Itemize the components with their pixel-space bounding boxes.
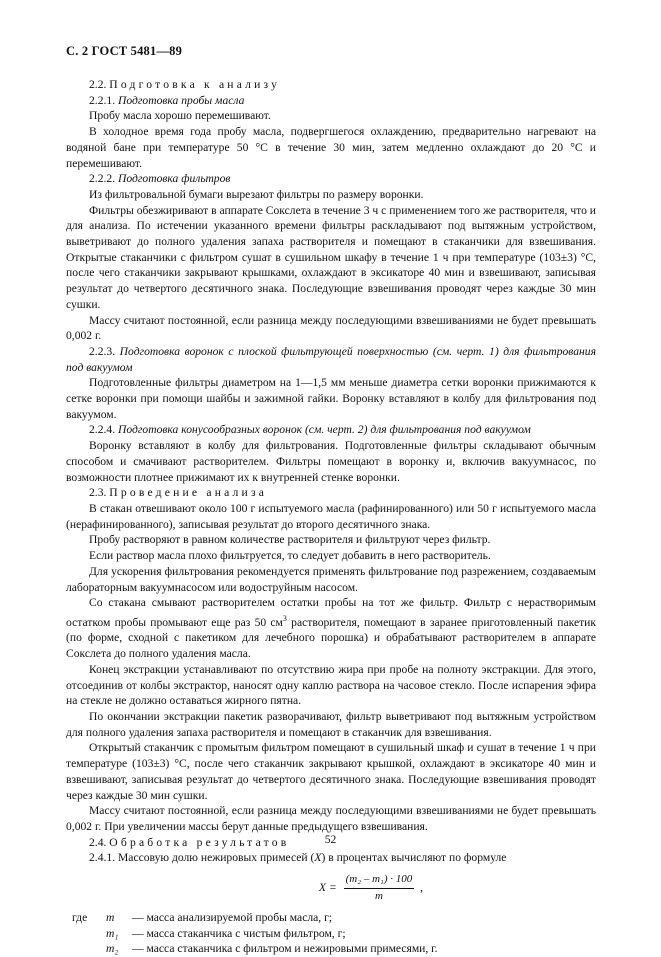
subsection-heading-2-2-2	[66, 171, 596, 187]
subsection-heading-2-2-1	[66, 93, 596, 109]
paragraph: В холодное время года пробу масла, подвергшегося охлаждению, предварительно нагревают на водяной бане при температуре 50 °С в течение 30 мин, затем медленно охлаждают до 20 °С и перемешивают.	[66, 125, 596, 170]
formula	[146, 872, 596, 906]
paragraph: Конец экстракции устанавливают по отсутствию жира при пробе на полноту экстракции. Для этого, отсоединив от колбы экстрактор, наносят одну каплю раствора на часовое стекло. После испарения эфира на стекле не должно оставаться жирного пятна.	[66, 662, 596, 708]
definition-text: — масса стаканчика с чистым фильтром, г;	[132, 926, 346, 940]
section-number: 2.2.	[89, 78, 107, 91]
section-number: 2.4.	[89, 835, 107, 849]
section-title: Проведение анализа	[109, 486, 268, 500]
subsection-heading-2-2-4	[66, 422, 596, 438]
paragraph: Пробу масла хорошо перемешивают.	[89, 109, 271, 123]
formula-fraction	[344, 872, 415, 904]
paragraph: Фильтры обезжиривают в аппарате Сокслета в течение 3 ч с применением того же растворителя, что и для анализа. По истечении указанного времени фильтры раскладывают под вытяжным устройством, выветривают до полного удаления запаха растворителя и помещают в стаканчики для взвешивания. Открытые стаканчики с фильтром сушат в сушильном шкафу в течение 1 ч при температуре (103±3) °С, после чего стаканчики закрывают крышками, охлаждают в эксикаторе 40 мин и взвешивают, записывая результат до четвертого десятичного знака. Последующие взвешивания проводят через каждые 30 мин сушки.	[66, 203, 596, 311]
definition-row	[66, 941, 596, 957]
paragraph: Массу считают постоянной, если разница между последующими взвешиваниями не будет превышать 0,002 г.	[66, 313, 596, 343]
superscript: 3	[282, 613, 287, 623]
formula-comma: ,	[420, 881, 424, 895]
subsection-2-4-1	[66, 850, 596, 866]
section-number: 2.2.3.	[89, 344, 116, 358]
page-header: С. 2 ГОСТ 5481—89	[66, 44, 183, 58]
formula-denominator: m	[374, 889, 383, 902]
section-number: 2.2.2.	[89, 172, 116, 186]
definition-text: — масса анализируемой пробы масла, г;	[132, 911, 333, 925]
subsection-heading-2-2-3	[66, 344, 596, 375]
section-title: Обработка результатов	[109, 835, 290, 849]
section-number: 2.2.4.	[89, 423, 116, 437]
paragraph: Воронку вставляют в колбу для фильтрования. Подготовленные фильтры складывают обычным способом и смачивают растворителем. Фильтры помещают в воронку и, включив вакуумнасос, по возможности плотнее прижимают их к внутренней стенке воронки.	[66, 439, 596, 484]
paragraph: Пробу растворяют в равном количестве растворителя и фильтруют через фильтр.	[89, 533, 491, 547]
section-title: Подготовка фильтров	[118, 172, 231, 186]
paragraph: По окончании экстракции пакетик разворачивают, фильтр выветривают под вытяжным устройством для полного удаления запаха растворителя и помещают в стаканчик для взвешивания.	[66, 709, 596, 739]
paragraph: В стакан отвешивают около 100 г испытуемого масла (рафинированного) или 50 г испытуемого масла (нерафинированного), записывая результат до второго десятичного знака.	[66, 501, 596, 531]
definition-symbol: m₁	[106, 926, 119, 940]
section-title: Подготовка конусообразных воронок (см. черт. 2) для фильтрования под вакуумом	[118, 423, 531, 437]
paragraph: Подготовленные фильтры диаметром на 1—1,5 мм меньше диаметра сетки воронки прижимаются к сетке воронки при помощи шайбы и зажимной гайки. Воронку вставляют в колбу для фильтрования под вакуумом.	[66, 376, 596, 421]
section-title: Подготовка пробы масла	[118, 93, 245, 107]
definition-symbol: m	[106, 911, 115, 925]
section-heading-2-3	[66, 485, 596, 501]
section-number: 2.3.	[89, 486, 107, 500]
paragraph	[66, 595, 596, 662]
variable-definitions	[66, 910, 596, 957]
section-number: 2.2.1.	[89, 93, 116, 107]
formula-lhs: X =	[318, 881, 337, 895]
definition-text: — масса стаканчика с фильтром и нежировыми примесями, г.	[132, 942, 438, 956]
definition-symbol: m₂	[106, 942, 119, 956]
paragraph-text: растворителя, помещают в заранее приготовленный пакетик (по форме, сходной с пакетиком для лечебного порошка) и обрабатывают растворителем в аппарате Сокслета до полного удаления масла.	[66, 615, 596, 661]
paragraph: Открытый стаканчик с промытым фильтром помещают в сушильный шкаф и сушат в течение 1 ч при температуре (103±3) °С, после чего стаканчик закрывают крышкой, охлаждают в эксикаторе 40 мин и взвешивают, записывая результат до четвертого десятичного знака. Последующие взвешивания проводят через каждые 30 мин сушки.	[66, 741, 596, 802]
page-number: 52	[324, 833, 337, 846]
definition-row	[66, 926, 596, 942]
paragraph-text: Со стакана смывают растворителем остатки пробы на тот же фильтр. Фильтр с нерастворимым остатком пробы промывают еще раз 50 см	[66, 596, 596, 629]
section-number: 2.4.1.	[89, 851, 116, 865]
paragraph: Для ускорения фильтрования рекомендуется применять фильтрование под разрежением, создаваемым лабораторным вакуумнасосом или водоструйным насосом.	[66, 564, 596, 594]
paragraph: Если раствор масла плохо фильтруется, то следует добавить в него растворитель.	[89, 549, 491, 563]
section-heading-2-2	[66, 77, 596, 93]
paragraph-text: ) в процентах вычисляют по формуле	[321, 851, 507, 865]
where-label: где	[72, 911, 88, 925]
paragraph: Из фильтровальной бумаги вырезают фильтры по размеру воронки.	[89, 187, 424, 201]
section-title: Подготовка к анализу	[109, 78, 281, 91]
paragraph: Массу считают постоянной, если разница между последующими взвешиваниями не будет превышать 0,002 г. При увеличении массы берут данные предыдущего взвешивания.	[66, 804, 596, 833]
page-body	[66, 77, 596, 957]
section-title: Подготовка воронок с плоской фильтрующей поверхностью (см. черт. 1) для фильтрования под вакуумом	[66, 344, 596, 374]
variable: X	[314, 851, 322, 865]
formula-numerator: (m₂ – m₁) · 100	[344, 872, 415, 889]
definition-row	[66, 910, 596, 926]
paragraph-text: Массовую долю нежировых примесей (	[118, 851, 315, 865]
